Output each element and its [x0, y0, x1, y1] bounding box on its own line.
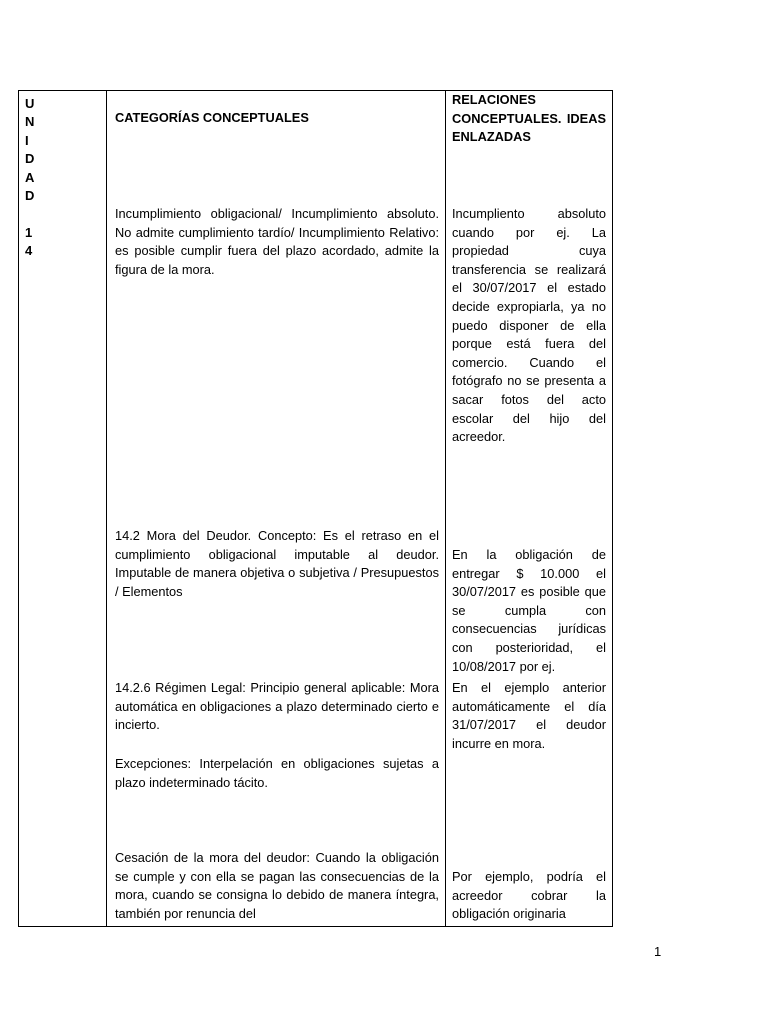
category-paragraph: 14.2 Mora del Deudor. Concepto: Es el retraso en el cumplimiento obligacional imputable al deudor. Imputable de manera objetiva o subjetiva / Presupuestos / Elementos: [115, 528, 439, 599]
page-number: 1: [654, 944, 662, 959]
relations-column: [446, 91, 613, 927]
unit-gap: [25, 205, 106, 223]
unit-column: [19, 91, 107, 927]
unit-number: 1: [25, 224, 33, 240]
relations-header: RELACIONES CONCEPTUALES. IDEAS ENLAZADAS: [452, 92, 606, 145]
unit-letter: N: [25, 114, 35, 130]
categories-header: CATEGORÍAS CONCEPTUALES: [115, 110, 309, 125]
unit-letter: U: [25, 96, 35, 111]
relation-paragraph: Incumpliento absoluto cuando por ej. La propiedad cuya transferencia se realizará el 30/07/2017 el estado decide expropiarla, ya no puedo disponer de ella porque está fuera del comercio. Cuando el fotógrafo no se presenta a sacar fotos del acto escolar del hijo del acreedor.: [452, 206, 606, 445]
categories-column: [107, 91, 446, 927]
relation-paragraph: En la obligación de entregar $ 10.000 el 30/07/2017 es posible que se cumpla con consecuencias jurídicas con posterioridad, el 10/08/2017 por ej.: [452, 547, 606, 674]
unit-letter: D: [25, 151, 35, 167]
relation-paragraph: Por ejemplo, podría el acreedor cobrar la obligación originaria: [452, 869, 606, 922]
relation-paragraph: En el ejemplo anterior automáticamente el día 31/07/2017 el deudor incurre en mora.: [452, 680, 606, 751]
category-paragraph: Cesación de la mora del deudor: Cuando la obligación se cumple y con ella se pagan las consecuencias de la mora, cuando se consigna lo debido de manera íntegra, también por renuncia del: [115, 850, 439, 921]
unit-letter: D: [25, 188, 35, 204]
category-paragraph: Incumplimiento obligacional/ Incumplimiento absoluto. No admite cumplimiento tardío/ Incumplimiento Relativo: es posible cumplir fuera del plazo acordado, admite la figura de la mora.: [115, 206, 439, 277]
category-paragraph: Excepciones: Interpelación en obligaciones sujetas a plazo indeterminado tácito.: [115, 756, 439, 790]
category-paragraph: 14.2.6 Régimen Legal: Principio general aplicable: Mora automática en obligaciones a plazo determinado cierto e incierto.: [115, 680, 439, 733]
unit-letter: A: [25, 169, 35, 185]
concept-table: [18, 90, 613, 927]
unit-letter: I: [25, 132, 29, 148]
unit-number: 4: [25, 243, 33, 259]
